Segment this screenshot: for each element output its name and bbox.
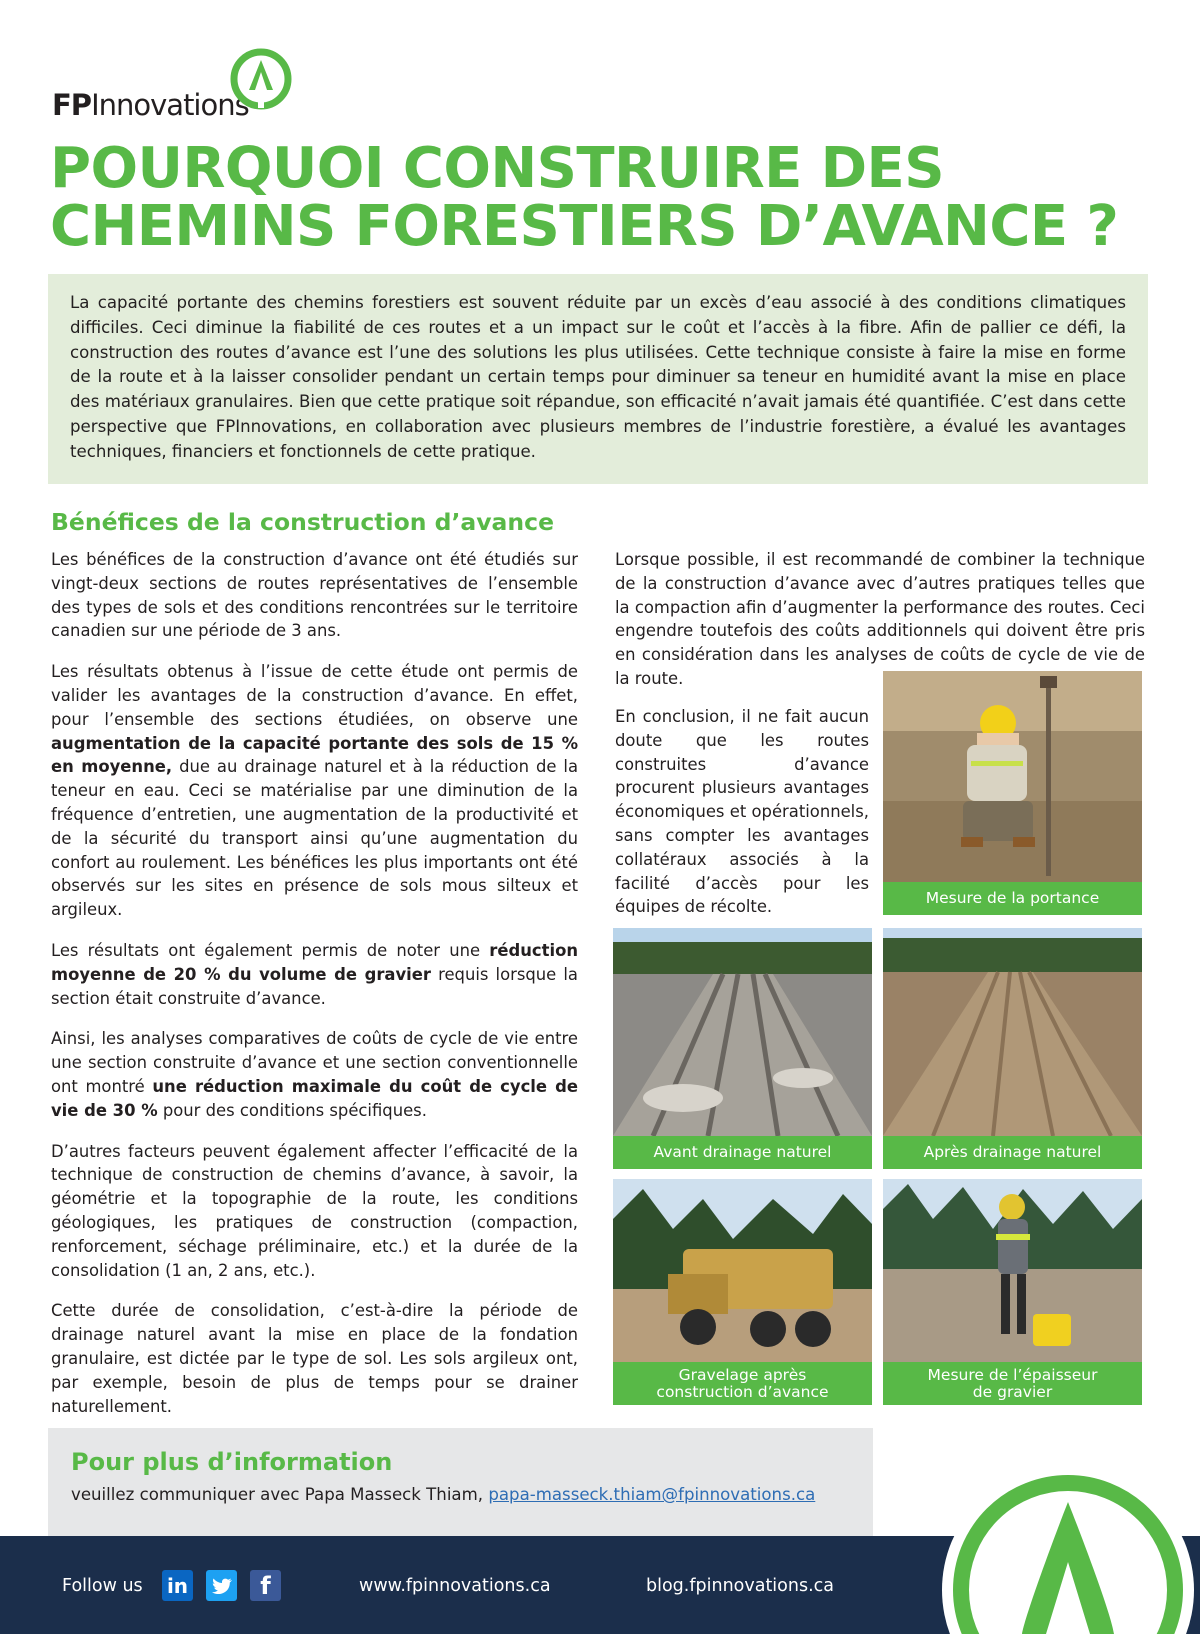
p2-text-a: Les résultats obtenus à l’issue de cette étude ont permis de valider les avantages de la construction d’avance. En effet, pour l’ensemble des sections étudiées, on observe une (51, 662, 578, 729)
left-column (51, 548, 578, 1435)
photo-graveling-image (613, 1179, 872, 1362)
facebook-icon[interactable] (250, 1570, 281, 1601)
logo-bold: FP (52, 88, 92, 122)
photo-measure-bearing (883, 671, 1142, 915)
intro-text: La capacité portante des chemins forestiers est souvent réduite par un excès d’eau associé à des conditions climatiques difficiles. Ceci diminue la fiabilité de ces routes et a un impact sur le coût et l’accès à la fibre. Afin de pallier ce défi, la construction des routes d’avance est l’une des solutions les plus utilisées. Cette technique consiste à faire la mise en forme de la route et à la laisser consolider pendant un certain temps pour diminuer sa teneur en humidité avant la mise en place des matériaux granulaires. Bien que cette pratique soit répandue, son efficacité n’avait jamais été quantifiée. C’est dans cette perspective que FPInnovations, en collaboration avec plusieurs membres de l’industrie forestière, a évalué les avantages techniques, financiers et fonctionnels de cette pratique. (70, 293, 1126, 461)
intro-box (48, 274, 1148, 484)
info-box (48, 1428, 873, 1536)
paragraph-right-1: Lorsque possible, il est recommandé de combiner la technique de la construction d’avance avec d’autres pratiques telles que la compaction afin d’augmenter la performance des routes. Ceci engendre toutefois des coûts additionnels qui doivent être pris en considération dans les analyses de coûts de cycle de vie de la route. (615, 550, 1145, 688)
paragraph-right-2: En conclusion, il ne fait aucun doute que les routes construites d’avance procurent plusieurs avantages économiques et opérationnels, sans compter les avantages collatéraux associés à la facilité d’accès pour les équipes de récolte. (615, 707, 869, 917)
facebook-glyph: f (260, 1571, 271, 1600)
caption-graveling-line2: construction d’avance (656, 1382, 829, 1401)
paragraph-4 (51, 1027, 578, 1122)
p4-text-c: pour des conditions spécifiques. (157, 1100, 427, 1120)
p3-text-a: Les résultats ont également permis de noter une (51, 940, 490, 960)
p3-text-c: requis lorsque la section était construite d’avance. (51, 964, 578, 1008)
caption-after-drainage: Après drainage naturel (883, 1136, 1142, 1169)
photo-before-drainage (613, 928, 872, 1169)
linkedin-glyph: in (166, 1573, 189, 1598)
large-leaf-icon (936, 1452, 1198, 1634)
p3-bold: réduction moyenne de 20 % du volume de gravier (51, 940, 578, 984)
photo-gravel-thickness (883, 1179, 1142, 1405)
caption-graveling-line1: Gravelage après (678, 1365, 807, 1384)
title-line-1: POURQUOI CONSTRUIRE DES (50, 136, 944, 201)
page-title (50, 136, 1150, 259)
photo-measure-bearing-image (883, 671, 1142, 882)
info-line (71, 1485, 815, 1504)
twitter-icon[interactable] (206, 1570, 237, 1601)
logo-leaf-icon (228, 46, 294, 112)
photo-before-drainage-image (613, 928, 872, 1136)
title-line-2: CHEMINS FORESTIERS D’AVANCE ? (50, 194, 1119, 259)
caption-gravel-thickness-line1: Mesure de l’épaisseur (927, 1365, 1098, 1384)
paragraph-2 (51, 660, 578, 922)
paragraph-3 (51, 939, 578, 1010)
photo-graveling (613, 1179, 872, 1405)
paragraph-5: D’autres facteurs peuvent également affecter l’efficacité de la technique de construction de chemins d’avance, à savoir, la géométrie et la topographie de la route, les conditions géologiques, les pratiques de construction (compaction, renforcement, séchage préliminaire, etc.) et la durée de la consolidation (1 an, 2 ans, etc.). (51, 1141, 578, 1280)
large-leaf-shape (936, 1452, 1198, 1634)
caption-gravel-thickness (883, 1362, 1142, 1405)
info-title: Pour plus d’information (71, 1448, 393, 1476)
linkedin-icon[interactable] (162, 1570, 193, 1601)
caption-before-drainage: Avant drainage naturel (613, 1136, 872, 1169)
info-text: veuillez communiquer avec Papa Masseck Thiam, (71, 1485, 489, 1504)
p4-text-a: Ainsi, les analyses comparatives de coûts de cycle de vie entre une section construite d’avance et une section conventionnelle ont montré (51, 1029, 578, 1096)
contact-email-link[interactable]: papa-masseck.thiam@fpinnovations.ca (488, 1485, 816, 1504)
logo-light: Innovations (91, 88, 249, 122)
section-heading: Bénéfices de la construction d’avance (51, 508, 555, 536)
paragraph-1: Les bénéfices de la construction d’avance ont été étudiés sur vingt-deux sections de routes représentatives de l’ensemble des types de sols et des conditions rencontrées sur le territoire canadien sur une période de 3 ans. (51, 550, 578, 641)
photo-gravel-thickness-image (883, 1179, 1142, 1362)
website-link[interactable]: www.fpinnovations.ca (359, 1576, 551, 1596)
follow-us-label: Follow us (62, 1576, 143, 1596)
caption-measure-bearing: Mesure de la portance (883, 882, 1142, 915)
paragraph-6: Cette durée de consolidation, c’est-à-dire la période de drainage naturel avant la mise en place de la fondation granulaire, est dictée par le type de sol. Les sols argileux ont, par exemple, besoin de plus de temps pour se drainer naturellement. (51, 1301, 578, 1416)
photo-after-drainage (883, 928, 1142, 1169)
caption-graveling (613, 1362, 872, 1405)
p2-bold: augmentation de la capacité portante des sols de 15 % en moyenne, (51, 733, 578, 777)
blog-link[interactable]: blog.fpinnovations.ca (646, 1576, 834, 1596)
p2-text-c: due au drainage naturel et à la réduction de la teneur en eau. Ceci se matérialise par une diminution de la fréquence d’entretien, une augmentation de la productivité et de la sécurité du transport ainsi qu’une augmentation du confort au roulement. Les bénéfices les plus importants ont été observés sur les sites en présence de sols mous silteux et argileux. (51, 757, 579, 920)
right-column-narrow (615, 705, 869, 936)
logo-wordmark (52, 88, 249, 122)
photo-after-drainage-image (883, 928, 1142, 1136)
p4-bold: une réduction maximale du coût de cycle de vie de 30 % (51, 1076, 579, 1120)
caption-gravel-thickness-line2: de gravier (972, 1382, 1053, 1401)
twitter-bird-icon (212, 1578, 232, 1594)
